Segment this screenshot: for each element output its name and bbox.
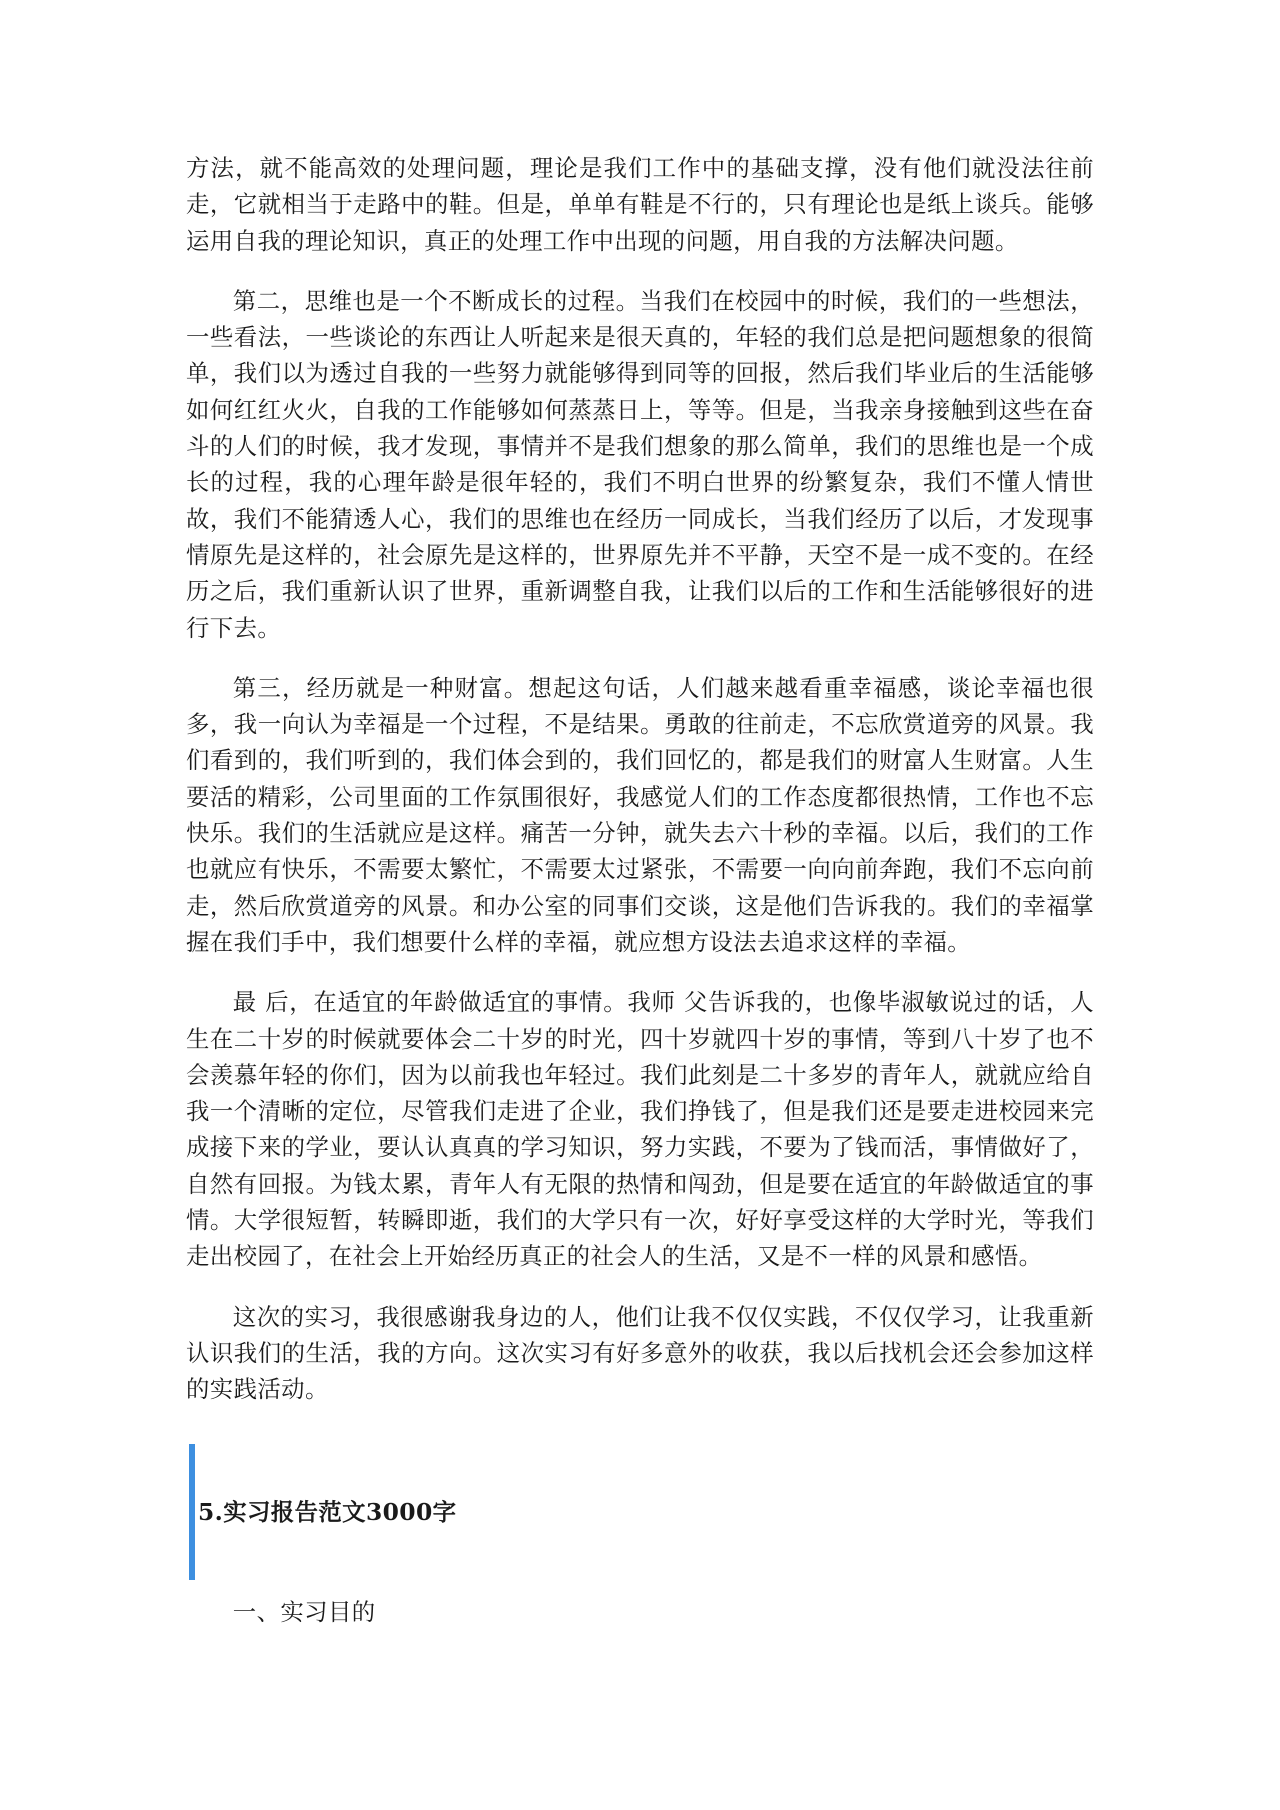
section-heading-block xyxy=(186,1444,1094,1580)
document-page xyxy=(186,150,1094,1630)
subheading-internship-purpose: 一、实习目的 xyxy=(232,1597,376,1626)
paragraph-second-thinking: 第二，思维也是一个不断成长的过程。当我们在校园中的时候，我们的一些想法，一些看法，一些谈论的东西让人听起来是很天真的，年轻的我们总是把问题想象的很简单，我们以为透过自我的一些努力就能够得到同等的回报，然后我们毕业后的生活能够如何红红火火，自我的工作能够如何蒸蒸日上，等等。但是，当我亲身接触到这些在奋斗的人们的时候，我才发现，事情并不是我们想象的那么简单，我们的思维也是一个成长的过程，我的心理年龄是很年轻的，我们不明白世界的纷繁复杂，我们不懂人情世故，我们不能猜透人心，我们的思维也在经历一同成长，当我们经历了以后，才发现事情原先是这样的，社会原先是这样的，世界原先并不平静，天空不是一成不变的。在经历之后，我们重新认识了世界，重新调整自我，让我们以后的工作和生活能够很好的进行下去。 xyxy=(186,286,1094,642)
paragraph-conclusion: 这次的实习，我很感谢我身边的人，他们让我不仅仅实践，不仅仅学习，让我重新认识我们的生活，我的方向。这次实习有好多意外的收获，我以后找机会还会参加这样的实践活动。 xyxy=(186,1302,1094,1404)
paragraph-method: 方法，就不能高效的处理问题，理论是我们工作中的基础支撑，没有他们就没法往前走，它就相当于走路中的鞋。但是，单单有鞋是不行的，只有理论也是纸上谈兵。能够运用自我的理论知识，真正的处理工作中出现的问题，用自我的方法解决问题。 xyxy=(186,154,1094,255)
paragraph-last-right-age: 最 后，在适宜的年龄做适宜的事情。我师 父告诉我的，也像毕淑敏说过的话，人生在二十岁的时候就要体会二十岁的时光，四十岁就四十岁的事情，等到八十岁了也不会羡慕年轻的你们，因为以前我也年轻过。我们此刻是二十多岁的青年人，就就应给自我一个清晰的定位，尽管我们走进了企业，我们挣钱了，但是我们还是要走进校园来完成接下来的学业，要认认真真的学习知识，努力实践，不要为了钱而活，事情做好了，自然有回报。为钱太累，青年人有无限的热情和闯劲，但是要在适宜的年龄做适宜的事情。大学很短暂，转瞬即逝，我们的大学只有一次，好好享受这样的大学时光，等我们走出校园了，在社会上开始经历真正的社会人的生活，又是不一样的风景和感悟。 xyxy=(186,988,1094,1271)
paragraph-third-experience: 第三，经历就是一种财富。想起这句话，人们越来越看重幸福感，谈论幸福也很多，我一向认为幸福是一个过程，不是结果。勇敢的往前走，不忘欣赏道旁的风景。我们看到的，我们听到的，我们体会到的，我们回忆的，都是我们的财富人生财富。人生要活的精彩，公司里面的工作氛围很好，我感觉人们的工作态度都很热情，工作也不忘快乐。我们的生活就应是这样。痛苦一分钟，就失去六十秒的幸福。以后，我们的工作也就应有快乐，不需要太繁忙，不需要太过紧张，不需要一向向前奔跑，我们不忘向前走，然后欣赏道旁的风景。和办公室的同事们交谈，这是他们告诉我的。我们的幸福掌握在我们手中，我们想要什么样的幸福，就应想方设法去追求这样的幸福。 xyxy=(186,673,1094,956)
section-title: 5.实习报告范文3000字 xyxy=(198,1497,457,1526)
section-accent-bar xyxy=(189,1444,195,1580)
